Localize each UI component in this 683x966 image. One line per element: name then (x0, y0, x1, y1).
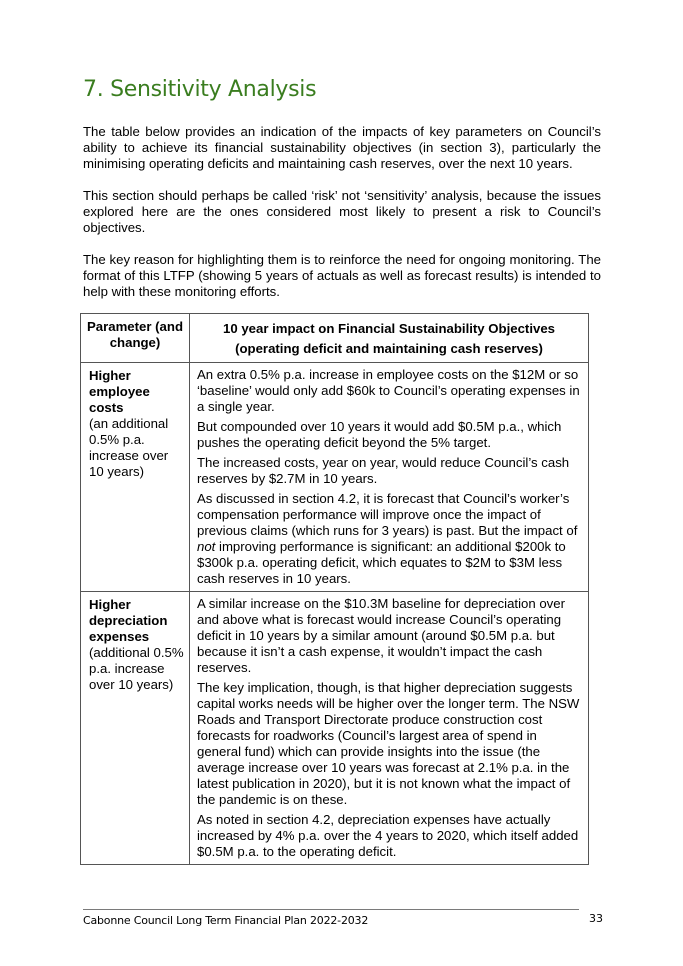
sensitivity-table (80, 313, 589, 865)
impact-column-header (190, 314, 589, 363)
parameter-column-header: Parameter (and change) (81, 314, 190, 363)
parameter-title: Higher employee costs (89, 368, 150, 415)
impact-cell (190, 592, 589, 865)
footer-divider (83, 909, 579, 910)
page-number: 33 (589, 912, 603, 925)
impact-paragraph: The key implication, though, is that higher depreciation suggests capital works needs will be higher over the longer term. The NSW Roads and Transport Directorate produce construction cost forecasts for roadworks (Council’s largest area of spend in general fund) which can provide insights into the issue (the average increase over 10 years was forecast at 2.1% p.a. in the latest publication in 2020), but it is not known what the impact of the pandemic is on these. (197, 680, 580, 807)
parameter-cell (81, 592, 190, 865)
table-header-row (81, 314, 589, 363)
monitoring-paragraph: The key reason for highlighting them is to reinforce the need for ongoing monitoring. The format of this LTFP (showing 5 years of actuals as well as forecast results) is intended to help with these monitoring efforts. (83, 252, 601, 299)
impact-paragraph (197, 491, 581, 587)
parameter-cell (81, 363, 190, 592)
intro-paragraph: The table below provides an indication of the impacts of key parameters on Council’s ability to achieve its financial sustainability objectives (in section 3), particularly the minimising operating deficits and maintaining cash reserves, over the next 10 years. (83, 124, 601, 171)
impact-header-line1: 10 year impact on Financial Sustainability Objectives (222, 321, 555, 336)
impact-paragraph: But compounded over 10 years it would add $0.5M p.a., which pushes the operating deficit beyond the 5% target. (197, 419, 562, 450)
impact-emphasis: not (197, 539, 216, 554)
page-title: 7. Sensitivity Analysis (83, 77, 317, 102)
table-row (81, 592, 589, 865)
impact-cell (190, 363, 589, 592)
impact-text: improving performance is significant: an additional $200k to $300k p.a. operating deficit, which equates to $2M to $3M less cash reserves in 10 years. (197, 539, 566, 586)
parameter-note: (an additional 0.5% p.a. increase over 10 years) (89, 416, 169, 479)
impact-text: As discussed in section 4.2, it is forecast that Council’s worker’s compensation performance will improve once the impact of previous claims (which runs for 3 years) is past. But the impact of (197, 491, 578, 538)
impact-paragraph: The increased costs, year on year, would reduce Council’s cash reserves by $2.7M in 10 years. (197, 455, 570, 486)
impact-paragraph: An extra 0.5% p.a. increase in employee costs on the $12M or so ‘baseline’ would only add $60k to Council’s operating expenses in a single year. (197, 367, 580, 414)
table-row (81, 363, 589, 592)
parameter-note: (additional 0.5% p.a. increase over 10 years) (89, 645, 184, 692)
impact-paragraph: A similar increase on the $10.3M baseline for depreciation over and above what is forecast would increase Council’s operating deficit in 10 years by a similar amount (around $0.5M p.a. but because it isn’t a cash expense, it wouldn’t impact the cash reserves. (197, 596, 565, 675)
impact-paragraph: As noted in section 4.2, depreciation expenses have actually increased by 4% p.a. over the 4 years to 2020, which itself added $0.5M p.a. to the operating deficit. (197, 812, 579, 859)
risk-paragraph: This section should perhaps be called ‘risk’ not ‘sensitivity’ analysis, because the issues explored here are the ones considered most likely to present a risk to Council’s objectives. (83, 188, 601, 235)
parameter-title: Higher depreciation expenses (89, 597, 168, 644)
footer-title: Cabonne Council Long Term Financial Plan 2022-2032 (83, 914, 369, 927)
impact-header-line2: (operating deficit and maintaining cash reserves) (235, 341, 543, 356)
